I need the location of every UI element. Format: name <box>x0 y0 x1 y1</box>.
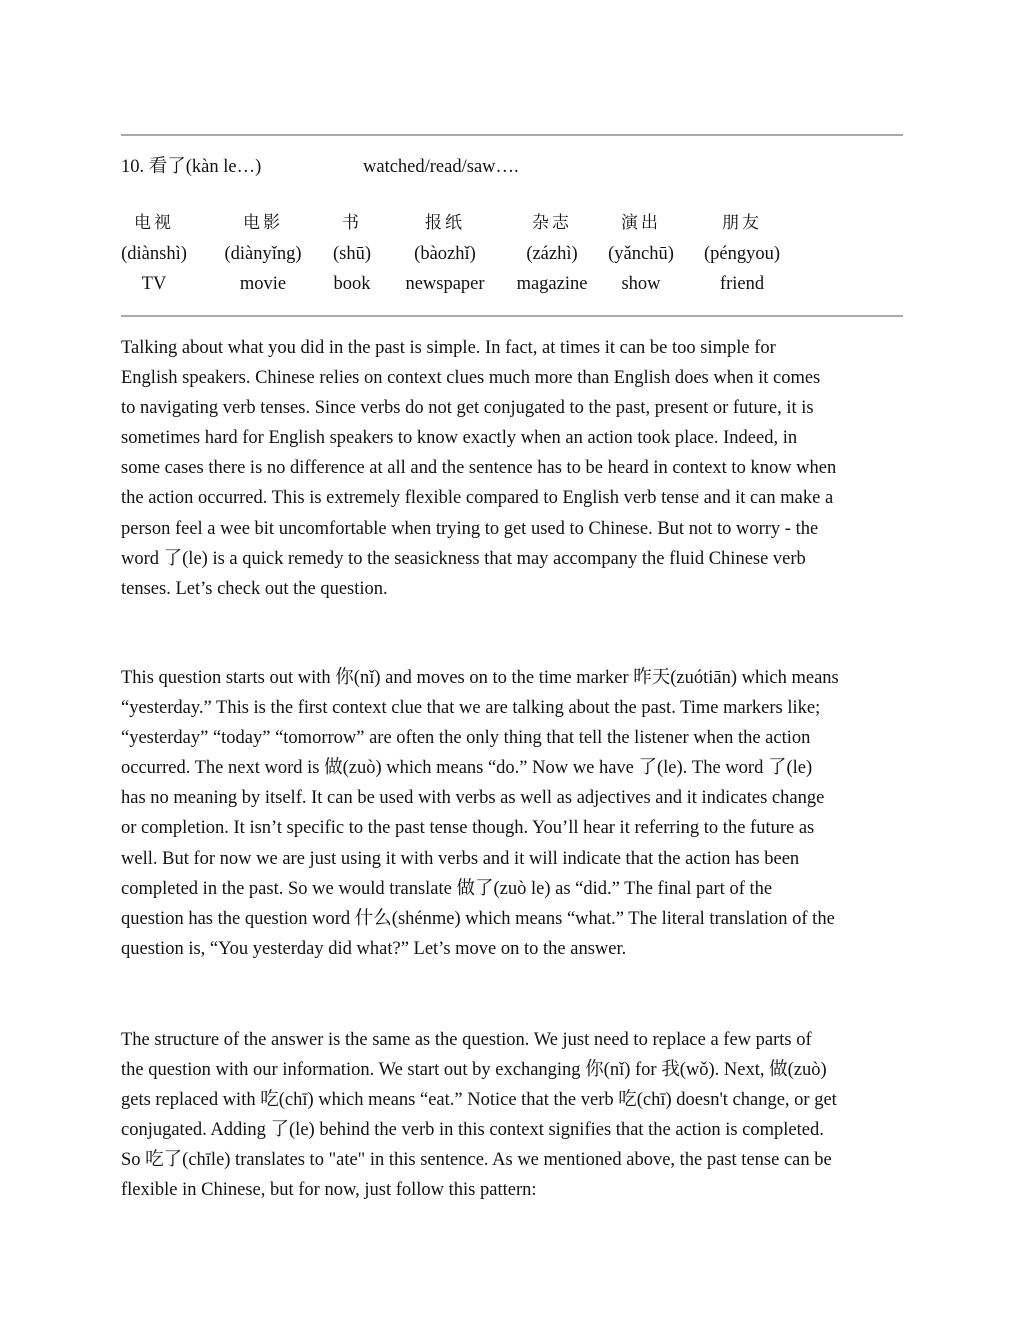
vocab-hanzi: 电影 <box>243 213 283 233</box>
heading-term: 10. 看了(kàn le…) <box>121 157 262 177</box>
text-line: the question with our information. We start out by exchanging 你(nǐ) for 我(wǒ). Next, 做(zuò) <box>121 1060 827 1081</box>
vocab-hanzi: 演出 <box>621 213 661 233</box>
text-line: has no meaning by itself. It can be used with verbs as well as adjectives and it indicates change <box>121 788 825 809</box>
vocab-hanzi: 杂志 <box>532 213 572 233</box>
text-line: completed in the past. So we would translate 做了(zuò le) as “did.” The final part of the <box>121 878 773 899</box>
text-line: This question starts out with 你(nǐ) and moves on to the time marker 昨天(zuótiān) which means <box>121 668 839 688</box>
text-line: some cases there is no difference at all and the sentence has to be heard in context to know when <box>121 458 837 479</box>
vocab-pinyin: (diànyǐng) <box>224 243 302 264</box>
vocab-english: magazine <box>516 274 588 294</box>
heading-meaning: watched/read/saw…. <box>363 157 519 177</box>
text-line: person feel a wee bit uncomfortable when trying to get used to Chinese. But not to worry - the <box>121 518 819 539</box>
vocab-pinyin: (péngyou) <box>703 243 781 264</box>
vocab-english: book <box>333 274 371 294</box>
text-line: question is, “You yesterday did what?” Let’s move on to the answer. <box>121 938 627 959</box>
text-line: tenses. Let’s check out the question. <box>121 578 388 599</box>
text-line: occurred. The next word is 做(zuò) which means “do.” Now we have 了(le). The word 了(le) <box>121 758 813 779</box>
vocab-item <box>385 208 505 300</box>
text-line: word 了(le) is a quick remedy to the seasickness that may accompany the fluid Chinese verb <box>121 548 806 569</box>
text-line: gets replaced with 吃(chī) which means “eat.” Notice that the verb 吃(chī) doesn't change, or get <box>121 1090 837 1111</box>
vocab-english: newspaper <box>405 274 485 294</box>
text-line: to navigating verb tenses. Since verbs do not get conjugated to the past, present or future, it is <box>121 398 814 419</box>
vocab-english: movie <box>239 274 287 294</box>
text-line: “yesterday” “today” “tomorrow” are often the only thing that tell the listener when the action <box>121 728 811 749</box>
vocabulary-table <box>121 208 903 308</box>
vocab-hanzi: 报纸 <box>425 213 465 233</box>
vocab-pinyin: (yǎnchū) <box>608 243 674 264</box>
paragraph-answer <box>121 1025 921 1206</box>
vocab-english: friend <box>719 274 765 294</box>
vocab-hanzi: 书 <box>342 213 362 233</box>
paragraph-intro <box>121 333 921 604</box>
vocab-pinyin: (zázhì) <box>526 243 578 264</box>
vocab-item <box>682 208 802 300</box>
vocab-pinyin: (shū) <box>332 243 372 264</box>
vocab-english: TV <box>141 274 167 294</box>
text-line: flexible in Chinese, but for now, just follow this pattern: <box>121 1180 537 1201</box>
text-line: English speakers. Chinese relies on context clues much more than English does when it comes <box>121 368 821 389</box>
text-line: Talking about what you did in the past is simple. In fact, at times it can be too simple for <box>121 338 776 358</box>
bottom-divider <box>121 315 903 317</box>
vocab-hanzi: 朋友 <box>722 213 762 233</box>
paragraph-question <box>121 663 921 964</box>
vocab-hanzi: 电视 <box>134 213 174 233</box>
vocab-pinyin: (diànshì) <box>121 243 187 264</box>
text-line: or completion. It isn’t specific to the past tense though. You’ll hear it referring to the future as <box>121 818 815 839</box>
section-heading <box>121 153 903 181</box>
text-line: well. But for now we are just using it with verbs and it will indicate that the action has been <box>121 848 800 869</box>
vocab-item <box>94 208 214 300</box>
top-divider <box>121 134 903 136</box>
text-line: conjugated. Adding 了(le) behind the verb in this context signifies that the action is completed. <box>121 1120 824 1141</box>
text-line: The structure of the answer is the same as the question. We just need to replace a few parts of <box>121 1030 812 1050</box>
text-line: sometimes hard for English speakers to know exactly when an action took place. Indeed, in <box>121 428 798 449</box>
text-line: the action occurred. This is extremely flexible compared to English verb tense and it can make a <box>121 488 834 509</box>
vocab-english: show <box>621 274 661 294</box>
vocab-pinyin: (bàozhǐ) <box>414 243 476 264</box>
text-line: So 吃了(chīle) translates to "ate" in this sentence. As we mentioned above, the past tense can be <box>121 1150 832 1171</box>
text-line: “yesterday.” This is the first context clue that we are talking about the past. Time markers like; <box>121 698 821 719</box>
text-line: question has the question word 什么(shénme) which means “what.” The literal translation of the <box>121 908 835 929</box>
